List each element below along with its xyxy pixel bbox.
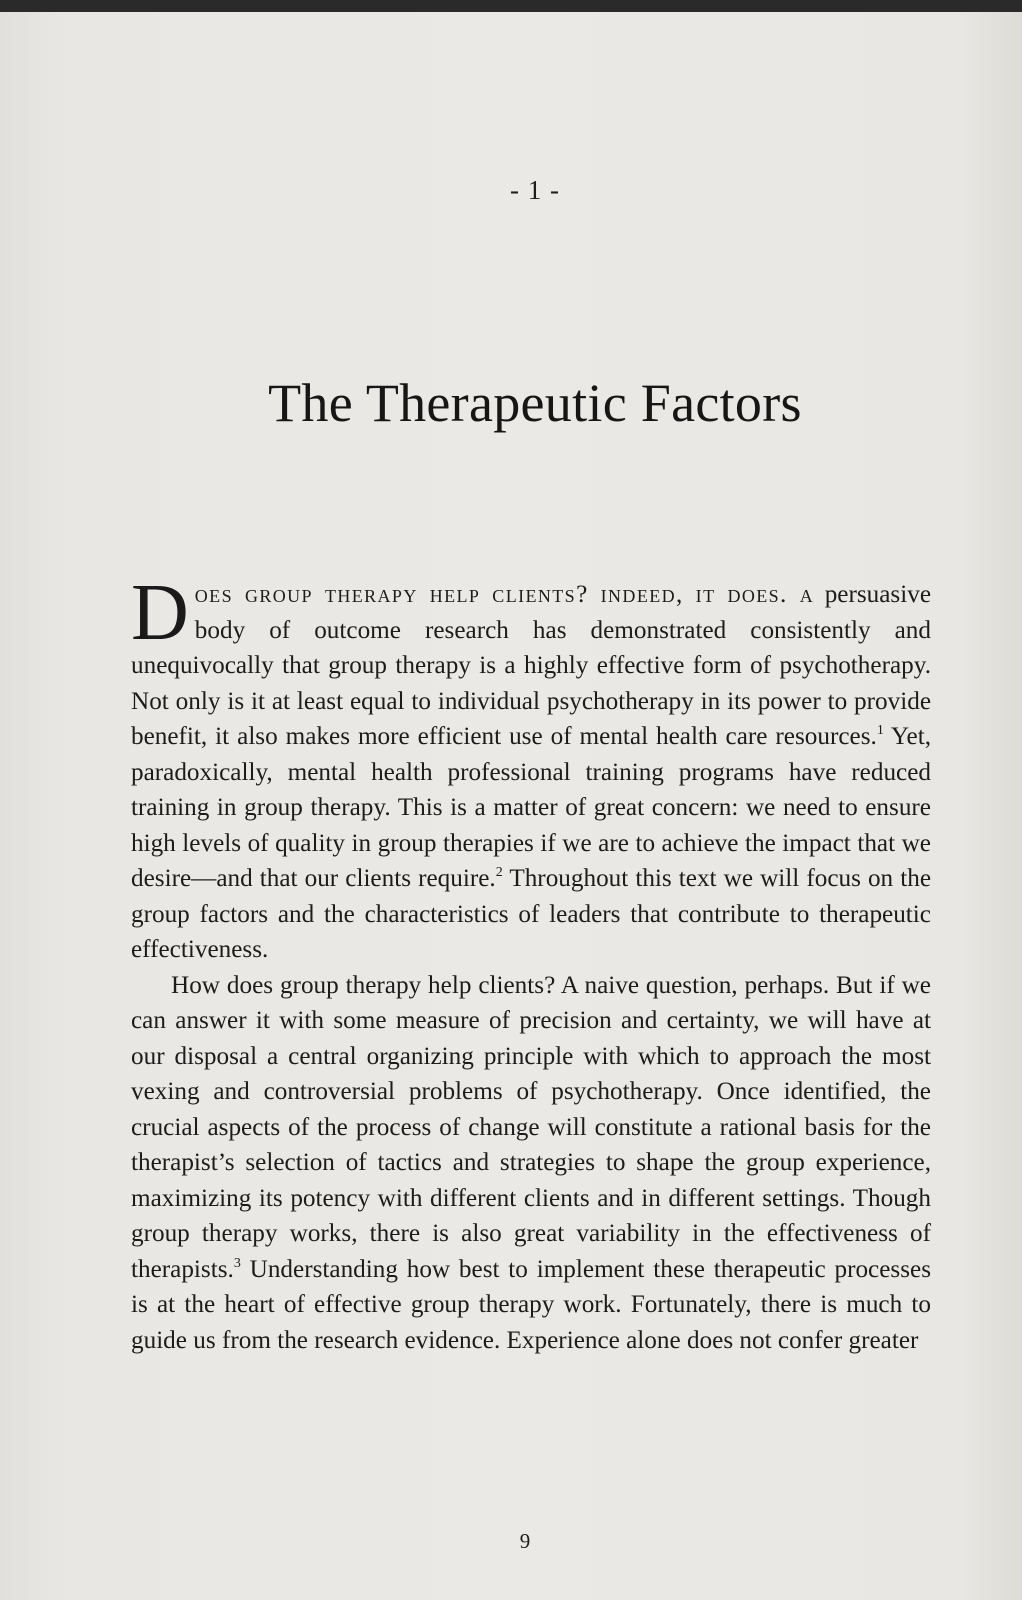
page-number: 9 (519, 1529, 531, 1553)
body-text (131, 569, 932, 1358)
paragraph-2-text-1: How does group therapy help clients? A naive question, perhaps. But if we can answer it with some measure of precision and certainty, we will have at our disposal a central organizing principle with which to approach the most vexing and controversial problems of psychotherapy. Once identified, the crucial aspects of the process of change will constitute a rational basis for the therapist’s selection of tactics and strategies to shape the group experience, maximizing its potency with different clients and in different settings. Though group therapy works, there is also great variability in the effectiveness of therapists. (131, 971, 931, 1283)
drop-cap: D (131, 569, 189, 657)
paragraph-1-text-1: persuasive body of outcome research has demonstrated consistently and unequivocally that group therapy is a highly effective form of psychotherapy. Not only is it at least equal to individual psychotherapy in its power to provide benefit, it also makes more efficient use of mental health care resources. (131, 581, 932, 750)
footnote-ref-2[interactable]: 2 (495, 865, 503, 880)
paragraph-2 (131, 968, 931, 1359)
opening-small-caps: oes group therapy help clients? indeed, it does. a (194, 581, 815, 608)
paragraph-1 (131, 569, 932, 968)
chapter-title: The Therapeutic Factors (268, 373, 802, 433)
paragraph-2-text-2: Understanding how best to implement these therapeutic processes is at the heart of effective group therapy work. Fortunately, there is much to guide us from the research evidence. Experience alone does not confer greater (131, 1255, 931, 1354)
paragraph-1-text-2: Yet, paradoxically, mental health professional training programs have reduced training in group therapy. This is a matter of great concern: we need to ensure high levels of quality in group therapies if we are to achieve the impact that we desire—and that our clients require. (131, 723, 931, 892)
footnote-ref-1[interactable]: 1 (876, 723, 884, 738)
paragraph-1-text-3: Throughout this text we will focus on the group factors and the characteristics of leaders that contribute to therapeutic effectiveness. (131, 865, 931, 963)
chapter-number: - 1 - (510, 175, 560, 205)
book-page (0, 12, 1022, 1600)
footnote-ref-3[interactable]: 3 (233, 1255, 241, 1271)
